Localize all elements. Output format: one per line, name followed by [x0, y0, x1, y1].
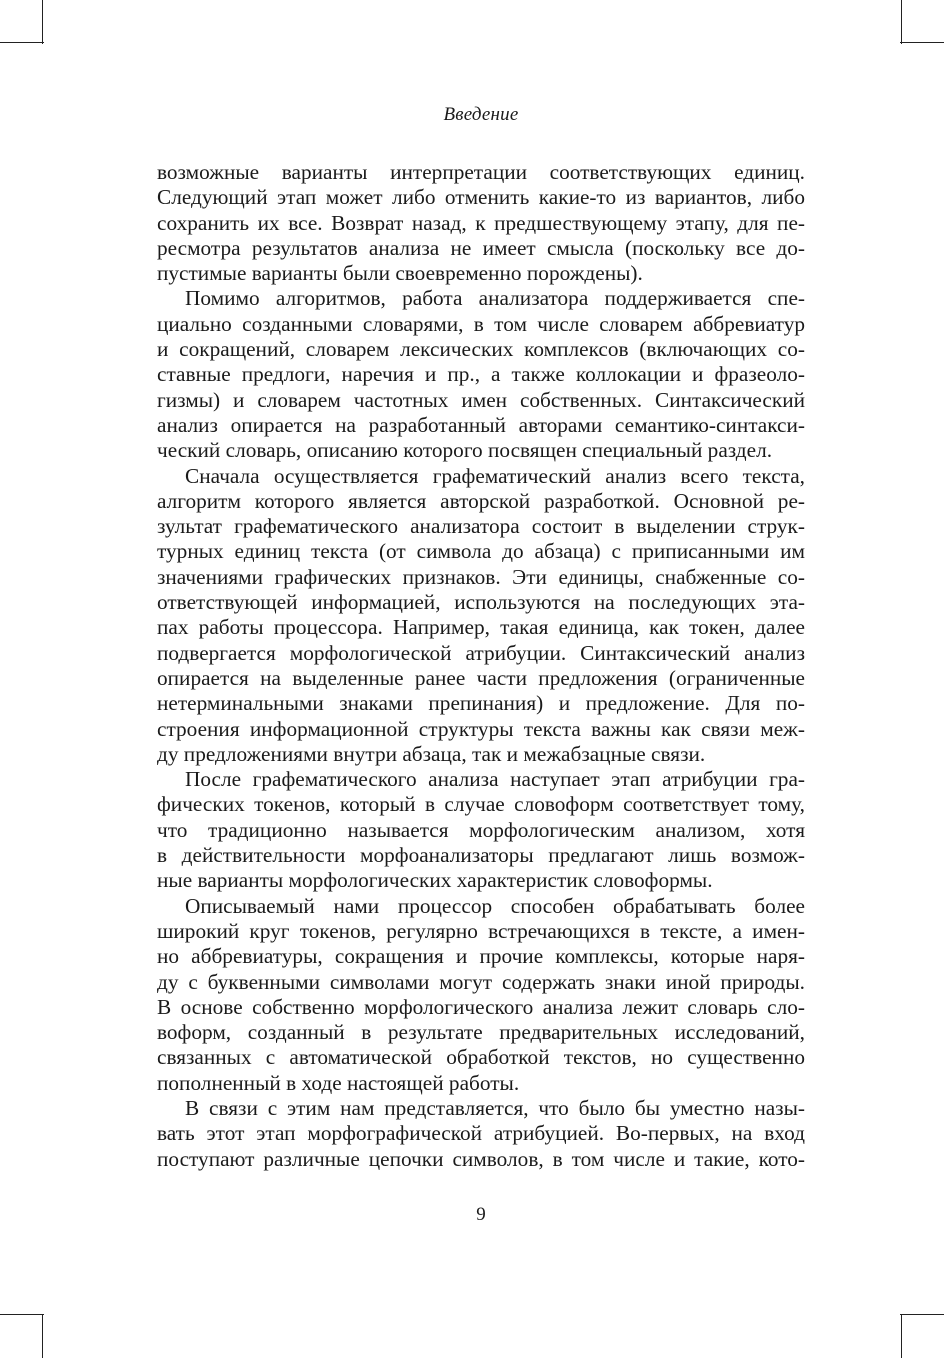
text-line: ответствующей информацией, используются на последующих эта-: [157, 590, 805, 615]
text-line: алгоритм которого является авторской разработкой. Основной ре-: [157, 488, 805, 513]
crop-mark-top-left-horizontal: [0, 42, 44, 43]
text-line: сохранить их все. Возврат назад, к предшествующему этапу, для пе-: [157, 210, 805, 235]
text-line: Сначала осуществляется графематический анализ всего текста,: [185, 463, 805, 488]
text-line: вать этот этап морфографической атрибуцией. Во-первых, на вход: [157, 1121, 805, 1146]
text-line: возможные варианты интерпретации соответствующих единиц.: [157, 160, 805, 184]
text-line: в действительности морфоанализаторы предлагают лишь возмож-: [157, 843, 805, 868]
crop-mark-bottom-right-vertical: [901, 1314, 902, 1358]
text-line: связанных с автоматической обработкой текстов, но существенно: [157, 1045, 805, 1070]
paragraph: [157, 286, 805, 463]
text-line: ческий словарь, описанию которого посвящен специальный раздел.: [157, 438, 773, 463]
text-line: ные варианты морфологических характеристик словоформы.: [157, 868, 713, 893]
text-line: Описываемый нами процессор способен обрабатывать более: [185, 893, 805, 918]
text-line: поступают различные цепочки символов, в том числе и такие, кото-: [157, 1146, 805, 1171]
text-line: воформ, созданный в результате предварительных исследований,: [157, 1020, 805, 1045]
text-line: ду с буквенными символами могут содержать знаки иной природы.: [157, 969, 805, 994]
paragraph: [157, 894, 805, 1096]
crop-mark-top-left-vertical: [42, 0, 43, 44]
paragraph: [157, 464, 805, 768]
paragraph: [157, 1096, 805, 1172]
text-line: подвергается морфологической атрибуции. Синтаксический анализ: [157, 640, 805, 665]
crop-mark-bottom-left-horizontal: [0, 1314, 44, 1315]
text-line: циально созданными словарями, в том числе словарем аббревиатур: [157, 311, 805, 336]
text-line: строения информационной структуры текста важны как связи меж-: [157, 716, 805, 741]
text-line: Следующий этап может либо отменить какие-то из вариантов, либо: [157, 185, 805, 210]
text-line: значениями графических признаков. Эти единицы, снабженные со-: [157, 564, 805, 589]
paragraph: [157, 160, 805, 286]
text-line: Помимо алгоритмов, работа анализатора поддерживается спе-: [185, 286, 805, 311]
text-line: широкий круг токенов, регулярно встречающихся в тексте, а имен-: [157, 918, 805, 943]
body-text: [157, 160, 805, 1172]
text-line: пополненный в ходе настоящей работы.: [157, 1070, 520, 1095]
text-line: ресмотра результатов анализа не имеет смысла (поскольку все до-: [157, 235, 805, 260]
text-line: В связи с этим нам представляется, что было бы уместно назы-: [185, 1095, 805, 1120]
crop-mark-bottom-right-horizontal: [900, 1314, 944, 1315]
crop-mark-top-right-vertical: [901, 0, 902, 44]
text-line: В основе собственно морфологического анализа лежит словарь сло-: [157, 994, 805, 1019]
text-line: и сокращений, словарем лексических комплексов (включающих со-: [157, 337, 805, 362]
text-line: что традиционно называется морфологическим анализом, хотя: [157, 817, 805, 842]
text-line: ставные предлоги, наречия и пр., а также коллокации и фразеоло-: [157, 362, 805, 387]
text-line: После графематического анализа наступает этап атрибуции гра-: [185, 767, 805, 792]
text-line: зультат графематического анализатора состоит в выделении струк-: [157, 514, 805, 539]
crop-mark-bottom-left-vertical: [42, 1314, 43, 1358]
paragraph: [157, 767, 805, 893]
text-line: ду предложениями внутри абзаца, так и межабзацные связи.: [157, 741, 706, 766]
text-line: фических токенов, который в случае словоформ соответствует тому,: [157, 792, 805, 817]
text-line: но аббревиатуры, сокращения и прочие комплексы, которые наря-: [157, 944, 805, 969]
text-line: турных единиц текста (от символа до абзаца) с приписанными им: [157, 539, 805, 564]
text-line: пустимые варианты были своевременно порождены).: [157, 261, 643, 286]
running-head: Введение: [443, 104, 519, 125]
crop-mark-top-right-horizontal: [900, 42, 944, 43]
text-line: пах работы процессора. Например, такая единица, как токен, далее: [157, 615, 805, 640]
text-line: гизмы) и словарем частотных имен собственных. Синтаксический: [157, 387, 805, 412]
text-line: анализ опирается на разработанный авторами семантико-синтакси-: [157, 412, 805, 437]
page-number: 9: [476, 1204, 486, 1225]
text-line: опирается на выделенные ранее части предложения (ограниченные: [157, 665, 805, 690]
text-line: нетерминальными знаками препинания) и предложение. Для по-: [157, 691, 805, 716]
